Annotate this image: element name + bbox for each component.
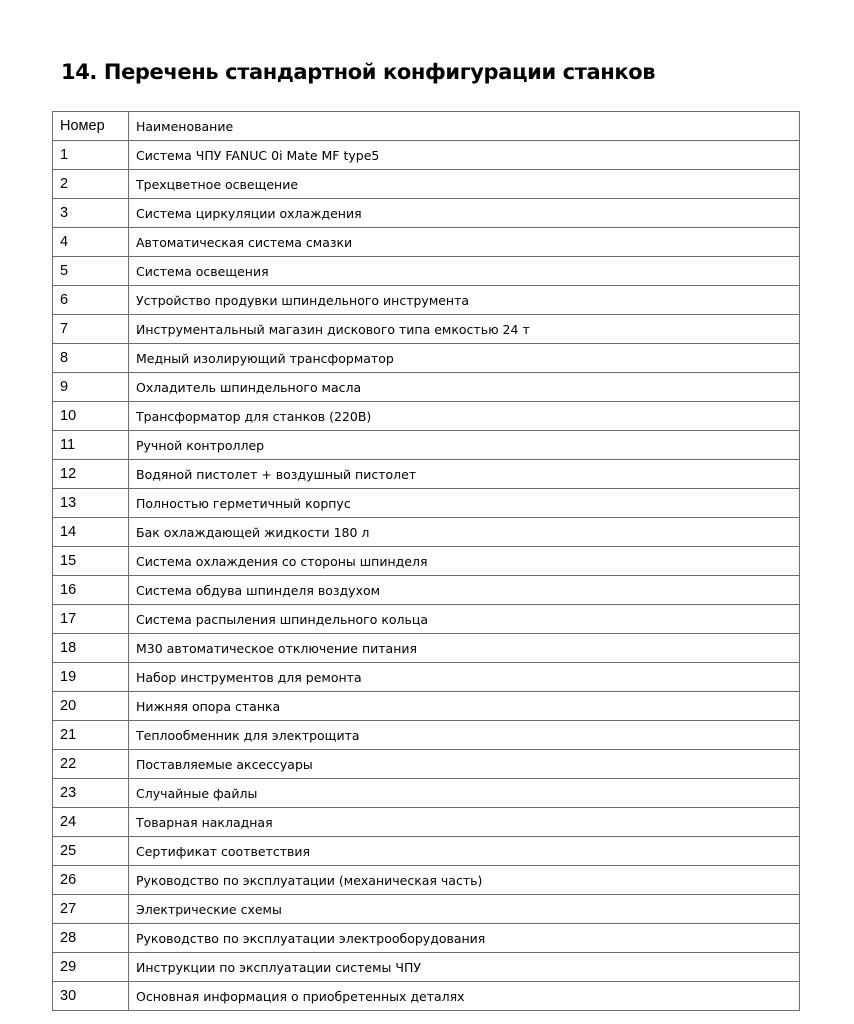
row-number: 19	[53, 663, 129, 692]
table-row	[53, 779, 800, 808]
table-row	[53, 344, 800, 373]
table-row	[53, 866, 800, 895]
table-row	[53, 286, 800, 315]
row-name: Водяной пистолет + воздушный пистолет	[129, 460, 800, 489]
row-name: Система освещения	[129, 257, 800, 286]
header-number: Номер	[53, 112, 129, 141]
row-name: Устройство продувки шпиндельного инструмента	[129, 286, 800, 315]
row-name: Руководство по эксплуатации электрооборудования	[129, 924, 800, 953]
row-name: Система охлаждения со стороны шпинделя	[129, 547, 800, 576]
row-number: 18	[53, 634, 129, 663]
table-row	[53, 692, 800, 721]
table-row	[53, 634, 800, 663]
row-number: 11	[53, 431, 129, 460]
row-number: 25	[53, 837, 129, 866]
table-row	[53, 837, 800, 866]
row-number: 15	[53, 547, 129, 576]
table-row	[53, 460, 800, 489]
table-header-row	[53, 112, 800, 141]
table-row	[53, 576, 800, 605]
row-name: Система распыления шпиндельного кольца	[129, 605, 800, 634]
row-number: 4	[53, 228, 129, 257]
row-name: Теплообменник для электрощита	[129, 721, 800, 750]
table-row	[53, 953, 800, 982]
row-name: Основная информация о приобретенных деталях	[129, 982, 800, 1011]
row-number: 24	[53, 808, 129, 837]
row-number: 23	[53, 779, 129, 808]
row-number: 20	[53, 692, 129, 721]
row-number: 26	[53, 866, 129, 895]
row-number: 13	[53, 489, 129, 518]
row-name: Бак охлаждающей жидкости 180 л	[129, 518, 800, 547]
row-name: Поставляемые аксессуары	[129, 750, 800, 779]
row-number: 3	[53, 199, 129, 228]
row-name: Трансформатор для станков (220В)	[129, 402, 800, 431]
table-row	[53, 808, 800, 837]
row-name: Нижняя опора станка	[129, 692, 800, 721]
row-name: Руководство по эксплуатации (механическая часть)	[129, 866, 800, 895]
row-number: 27	[53, 895, 129, 924]
table-row	[53, 199, 800, 228]
table-row	[53, 605, 800, 634]
table-row	[53, 663, 800, 692]
row-name: Набор инструментов для ремонта	[129, 663, 800, 692]
header-name: Наименование	[129, 112, 800, 141]
row-name: Товарная накладная	[129, 808, 800, 837]
table-row	[53, 431, 800, 460]
row-number: 2	[53, 170, 129, 199]
row-number: 16	[53, 576, 129, 605]
row-number: 6	[53, 286, 129, 315]
row-name: Система циркуляции охлаждения	[129, 199, 800, 228]
row-number: 14	[53, 518, 129, 547]
table-body	[53, 112, 800, 1011]
table-row	[53, 489, 800, 518]
row-name: Сертификат соответствия	[129, 837, 800, 866]
row-number: 12	[53, 460, 129, 489]
table-row	[53, 721, 800, 750]
table-row	[53, 373, 800, 402]
row-name: Ручной контроллер	[129, 431, 800, 460]
row-name: Случайные файлы	[129, 779, 800, 808]
table-row	[53, 170, 800, 199]
table-row	[53, 924, 800, 953]
row-number: 17	[53, 605, 129, 634]
row-name: Инструкции по эксплуатации системы ЧПУ	[129, 953, 800, 982]
row-number: 29	[53, 953, 129, 982]
row-name: Электрические схемы	[129, 895, 800, 924]
table-row	[53, 750, 800, 779]
table-row	[53, 518, 800, 547]
row-name: Система обдува шпинделя воздухом	[129, 576, 800, 605]
table-row	[53, 315, 800, 344]
table-row	[53, 547, 800, 576]
row-number: 7	[53, 315, 129, 344]
table-row	[53, 257, 800, 286]
table-row	[53, 402, 800, 431]
row-name: М30 автоматическое отключение питания	[129, 634, 800, 663]
row-name: Охладитель шпиндельного масла	[129, 373, 800, 402]
row-number: 9	[53, 373, 129, 402]
table-row	[53, 982, 800, 1011]
table-row	[53, 141, 800, 170]
row-number: 22	[53, 750, 129, 779]
table-row	[53, 895, 800, 924]
table-row	[53, 228, 800, 257]
row-name: Инструментальный магазин дискового типа емкостью 24 т	[129, 315, 800, 344]
row-name: Медный изолирующий трансформатор	[129, 344, 800, 373]
row-number: 28	[53, 924, 129, 953]
configuration-table	[52, 111, 800, 1011]
row-number: 1	[53, 141, 129, 170]
row-number: 30	[53, 982, 129, 1011]
row-number: 5	[53, 257, 129, 286]
row-number: 10	[53, 402, 129, 431]
row-number: 8	[53, 344, 129, 373]
page-title: 14. Перечень стандартной конфигурации станков	[61, 60, 656, 84]
row-name: Трехцветное освещение	[129, 170, 800, 199]
row-number: 21	[53, 721, 129, 750]
row-name: Полностью герметичный корпус	[129, 489, 800, 518]
row-name: Автоматическая система смазки	[129, 228, 800, 257]
row-name: Система ЧПУ FANUC 0i Mate MF type5	[129, 141, 800, 170]
